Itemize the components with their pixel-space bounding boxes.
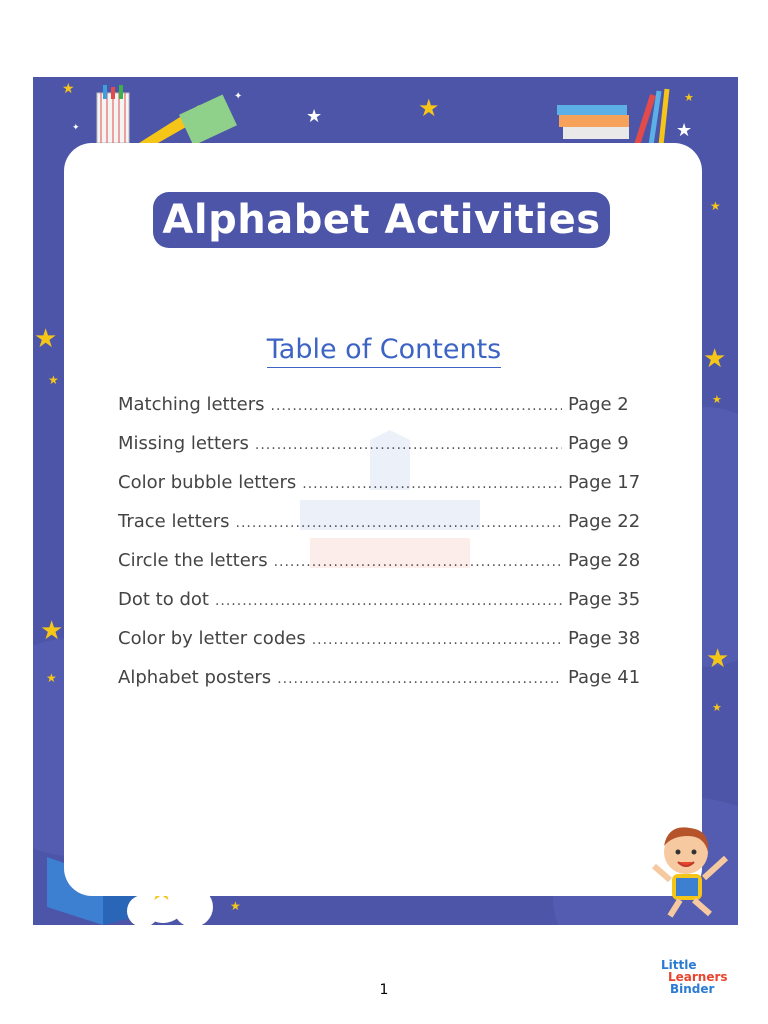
toc-page: Page 22	[568, 511, 641, 532]
toc-page: Page 41	[568, 667, 641, 688]
star-icon: ★	[712, 393, 722, 406]
page-number: 1	[379, 982, 389, 998]
toc-row[interactable]	[118, 628, 648, 667]
star-icon: ★	[230, 899, 241, 913]
toc-label: Color by letter codes	[118, 628, 306, 649]
toc-leader-dots	[277, 671, 562, 687]
star-icon: ★	[710, 199, 721, 213]
toc-page: Page 28	[568, 550, 641, 571]
toc-row[interactable]	[118, 589, 648, 628]
toc-row[interactable]	[118, 550, 648, 589]
toc-label: Dot to dot	[118, 589, 209, 610]
kid-illustration	[648, 818, 738, 918]
toc-leader-dots	[215, 593, 562, 609]
toc-page: Page 17	[568, 472, 641, 493]
star-icon: ★	[706, 644, 730, 674]
star-icon: ★	[676, 120, 693, 141]
toc-page: Page 38	[568, 628, 641, 649]
star-icon: ★	[418, 94, 440, 122]
toc-leader-dots	[312, 632, 562, 648]
star-icon: ✦	[234, 91, 243, 102]
toc-leader-dots	[302, 476, 562, 492]
brand-text: Learners	[668, 970, 728, 984]
toc-page: Page 9	[568, 433, 629, 454]
toc-row[interactable]	[118, 472, 648, 511]
star-icon: ★	[306, 106, 323, 127]
star-icon: ★	[40, 616, 64, 646]
title-banner	[153, 192, 610, 248]
toc-row[interactable]	[118, 511, 648, 550]
toc-leader-dots	[236, 515, 562, 531]
toc-label: Matching letters	[118, 394, 265, 415]
toc-page: Page 35	[568, 589, 641, 610]
toc-page: Page 2	[568, 394, 629, 415]
toc-leader-dots	[255, 437, 562, 453]
toc-label: Circle the letters	[118, 550, 268, 571]
star-icon: ★	[703, 344, 727, 374]
toc-leader-dots	[271, 398, 562, 414]
star-icon: ★	[62, 81, 75, 97]
books-illustration	[553, 85, 693, 145]
toc-label: Missing letters	[118, 433, 249, 454]
stationery-illustration	[89, 85, 239, 145]
star-icon: ✦	[72, 123, 80, 133]
star-icon: ★	[48, 373, 59, 387]
toc-label: Trace letters	[118, 511, 230, 532]
brand-text: Little	[661, 958, 697, 972]
toc-heading: Table of Contents	[267, 334, 501, 368]
star-icon: ★	[46, 671, 57, 685]
star-icon: ★	[684, 91, 694, 104]
toc-leader-dots	[274, 554, 562, 570]
toc-row[interactable]	[118, 433, 648, 472]
toc-row[interactable]	[118, 394, 648, 433]
brand-text: Binder	[670, 982, 715, 996]
star-icon: ★	[34, 324, 58, 354]
toc-label: Color bubble letters	[118, 472, 297, 493]
page-title: Alphabet Activities	[162, 197, 601, 243]
toc-heading-wrapper	[0, 334, 768, 365]
toc-label: Alphabet posters	[118, 667, 272, 688]
table-of-contents	[118, 394, 648, 706]
star-icon: ★	[712, 701, 722, 714]
toc-row[interactable]	[118, 667, 648, 706]
